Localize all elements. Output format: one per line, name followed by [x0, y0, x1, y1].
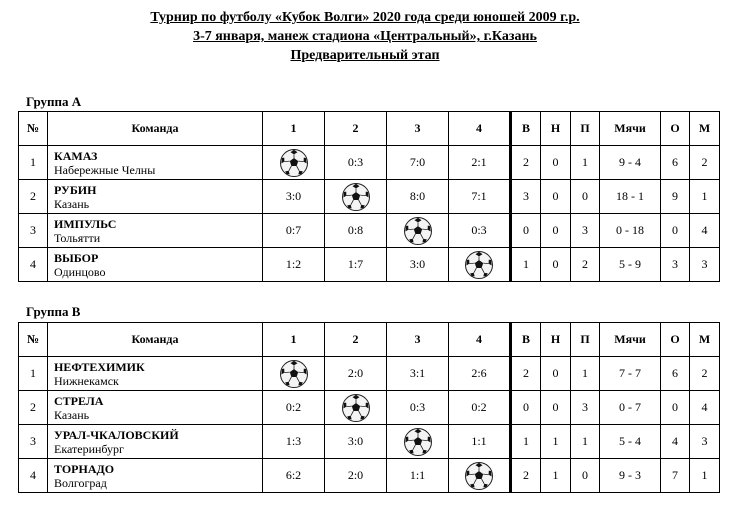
match-result: 2:0	[325, 357, 387, 391]
wins-cell: 2	[511, 146, 541, 180]
team-city: Нижнекамск	[54, 373, 119, 388]
team-number: 1	[19, 357, 48, 391]
losses-cell: 0	[571, 180, 600, 214]
soccer-ball-icon	[279, 148, 309, 178]
draws-cell: 1	[541, 425, 571, 459]
stage-title: Предварительный этап	[290, 48, 440, 63]
team-cell	[48, 391, 263, 425]
team-row	[19, 391, 720, 425]
team-name: НЕФТЕХИМИК	[54, 359, 145, 374]
soccer-ball-icon	[279, 359, 309, 389]
team-row	[19, 214, 720, 248]
team-name: ВЫБОР	[54, 250, 99, 265]
team-number: 4	[19, 248, 48, 282]
column-header: Команда	[48, 323, 263, 357]
self-match-cell	[387, 425, 449, 459]
column-header: Н	[541, 323, 571, 357]
match-result: 0:7	[263, 214, 325, 248]
column-header: О	[661, 323, 690, 357]
column-header: Мячи	[600, 112, 661, 146]
team-name: ТОРНАДО	[54, 461, 115, 476]
self-match-cell	[263, 357, 325, 391]
group-b-table	[18, 322, 720, 493]
wins-cell: 2	[511, 459, 541, 493]
team-cell	[48, 425, 263, 459]
wins-cell: 0	[511, 391, 541, 425]
column-header: №	[19, 323, 48, 357]
self-match-cell	[449, 248, 511, 282]
team-name: УРАЛ-ЧКАЛОВСКИЙ	[54, 427, 179, 442]
column-header: Команда	[48, 112, 263, 146]
match-result: 8:0	[387, 180, 449, 214]
team-cell	[48, 146, 263, 180]
place-cell: 2	[690, 146, 720, 180]
tournament-dates-venue: 3-7 января, манеж стадиона «Центральный», г.Казань	[193, 29, 537, 44]
team-city: Волгоград	[54, 475, 107, 490]
team-city: Одинцово	[54, 264, 106, 279]
column-header: О	[661, 112, 690, 146]
draws-cell: 0	[541, 214, 571, 248]
losses-cell: 2	[571, 248, 600, 282]
goals-cell: 5 - 9	[600, 248, 661, 282]
match-result: 0:3	[449, 214, 511, 248]
team-city: Казань	[54, 407, 90, 422]
table-header-row	[19, 112, 720, 146]
team-city: Екатеринбург	[54, 441, 124, 456]
match-result: 1:7	[325, 248, 387, 282]
soccer-ball-icon	[464, 250, 494, 280]
team-cell	[48, 180, 263, 214]
match-result: 1:2	[263, 248, 325, 282]
match-result: 3:1	[387, 357, 449, 391]
column-header: В	[511, 112, 541, 146]
match-result: 2:6	[449, 357, 511, 391]
team-name: КАМАЗ	[54, 148, 98, 163]
team-city: Казань	[54, 196, 90, 211]
wins-cell: 0	[511, 214, 541, 248]
losses-cell: 3	[571, 214, 600, 248]
team-cell	[48, 357, 263, 391]
points-cell: 4	[661, 425, 690, 459]
draws-cell: 0	[541, 248, 571, 282]
wins-cell: 1	[511, 425, 541, 459]
soccer-ball-icon	[464, 461, 494, 491]
place-cell: 4	[690, 214, 720, 248]
place-cell: 3	[690, 425, 720, 459]
losses-cell: 1	[571, 425, 600, 459]
goals-cell: 5 - 4	[600, 425, 661, 459]
soccer-ball-icon	[403, 216, 433, 246]
match-result: 1:1	[387, 459, 449, 493]
goals-cell: 0 - 18	[600, 214, 661, 248]
match-result: 0:2	[263, 391, 325, 425]
tournament-title: Турнир по футболу «Кубок Волги» 2020 года среди юношей 2009 г.р.	[150, 10, 580, 25]
team-cell	[48, 248, 263, 282]
team-name: РУБИН	[54, 182, 97, 197]
losses-cell: 1	[571, 357, 600, 391]
wins-cell: 2	[511, 357, 541, 391]
draws-cell: 0	[541, 357, 571, 391]
column-header: Н	[541, 112, 571, 146]
team-row	[19, 357, 720, 391]
points-cell: 6	[661, 146, 690, 180]
self-match-cell	[387, 214, 449, 248]
wins-cell: 3	[511, 180, 541, 214]
points-cell: 6	[661, 357, 690, 391]
column-header: Мячи	[600, 323, 661, 357]
soccer-ball-icon	[403, 427, 433, 457]
column-header: М	[690, 112, 720, 146]
column-header: 1	[263, 112, 325, 146]
points-cell: 0	[661, 391, 690, 425]
match-result: 2:0	[325, 459, 387, 493]
goals-cell: 7 - 7	[600, 357, 661, 391]
place-cell: 1	[690, 459, 720, 493]
column-header: №	[19, 112, 48, 146]
team-row	[19, 146, 720, 180]
column-header: 1	[263, 323, 325, 357]
column-header: 2	[325, 112, 387, 146]
team-number: 3	[19, 214, 48, 248]
points-cell: 7	[661, 459, 690, 493]
wins-cell: 1	[511, 248, 541, 282]
column-header: 4	[449, 112, 511, 146]
goals-cell: 0 - 7	[600, 391, 661, 425]
match-result: 1:1	[449, 425, 511, 459]
match-result: 0:3	[325, 146, 387, 180]
draws-cell: 0	[541, 180, 571, 214]
column-header: 4	[449, 323, 511, 357]
points-cell: 9	[661, 180, 690, 214]
losses-cell: 0	[571, 459, 600, 493]
match-result: 2:1	[449, 146, 511, 180]
team-row	[19, 180, 720, 214]
goals-cell: 18 - 1	[600, 180, 661, 214]
draws-cell: 1	[541, 459, 571, 493]
team-number: 3	[19, 425, 48, 459]
team-name: СТРЕЛА	[54, 393, 104, 408]
column-header: 2	[325, 323, 387, 357]
match-result: 7:0	[387, 146, 449, 180]
match-result: 7:1	[449, 180, 511, 214]
group-a-label: Группа А	[26, 94, 82, 109]
column-header: П	[571, 323, 600, 357]
losses-cell: 3	[571, 391, 600, 425]
match-result: 3:0	[325, 425, 387, 459]
column-header: М	[690, 323, 720, 357]
team-number: 2	[19, 391, 48, 425]
goals-cell: 9 - 4	[600, 146, 661, 180]
group-b-label: Группа В	[26, 304, 81, 319]
match-result: 3:0	[387, 248, 449, 282]
group-a-table	[18, 111, 720, 282]
team-name: ИМПУЛЬС	[54, 216, 117, 231]
match-result: 0:2	[449, 391, 511, 425]
self-match-cell	[263, 146, 325, 180]
place-cell: 3	[690, 248, 720, 282]
team-cell	[48, 214, 263, 248]
points-cell: 0	[661, 214, 690, 248]
soccer-ball-icon	[341, 182, 371, 212]
team-number: 4	[19, 459, 48, 493]
match-result: 3:0	[263, 180, 325, 214]
match-result: 1:3	[263, 425, 325, 459]
place-cell: 4	[690, 391, 720, 425]
soccer-ball-icon	[341, 393, 371, 423]
column-header: П	[571, 112, 600, 146]
team-city: Набережные Челны	[54, 162, 156, 177]
draws-cell: 0	[541, 146, 571, 180]
self-match-cell	[325, 180, 387, 214]
self-match-cell	[325, 391, 387, 425]
goals-cell: 9 - 3	[600, 459, 661, 493]
draws-cell: 0	[541, 391, 571, 425]
team-number: 2	[19, 180, 48, 214]
team-row	[19, 248, 720, 282]
losses-cell: 1	[571, 146, 600, 180]
team-cell	[48, 459, 263, 493]
table-header-row	[19, 323, 720, 357]
team-city: Тольятти	[54, 230, 101, 245]
team-number: 1	[19, 146, 48, 180]
column-header: 3	[387, 112, 449, 146]
page-header	[0, 8, 730, 65]
match-result: 6:2	[263, 459, 325, 493]
team-row	[19, 425, 720, 459]
column-header: В	[511, 323, 541, 357]
team-row	[19, 459, 720, 493]
self-match-cell	[449, 459, 511, 493]
points-cell: 3	[661, 248, 690, 282]
column-header: 3	[387, 323, 449, 357]
place-cell: 1	[690, 180, 720, 214]
match-result: 0:3	[387, 391, 449, 425]
match-result: 0:8	[325, 214, 387, 248]
place-cell: 2	[690, 357, 720, 391]
